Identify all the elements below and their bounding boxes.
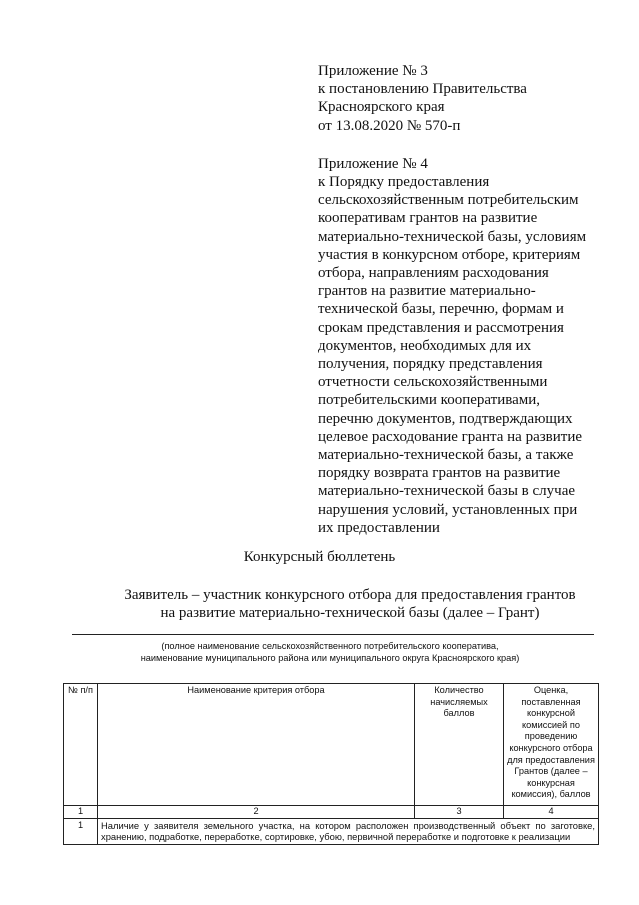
table-header-row — [64, 684, 599, 806]
appendix-4-line: их предоставлении — [318, 519, 440, 536]
appendix-4-line: перечню документов, подтверждающих — [318, 410, 573, 427]
appendix-4-line: получения, порядку представления — [318, 356, 543, 373]
applicant-name-hint — [60, 640, 600, 664]
criterion-text: Наличие у заявителя земельного участка, на котором расположен производственный объект по заготовке, хранению, подработке, переработке, сортировке, убою, первичной переработке и подготовке к реализации — [98, 818, 599, 844]
appendix-4-line: технической базы, перечню, формам и — [318, 301, 564, 318]
appendix-4-line: кооперативам грантов на развитие — [318, 210, 538, 227]
criteria-table — [63, 683, 599, 845]
appendix-gap — [318, 135, 618, 155]
column-numbers-row — [64, 806, 599, 819]
hint-line-1: (полное наименование сельскохозяйственного потребительского кооператива, — [161, 641, 499, 651]
header-commission-score: Оценка, поставленная конкурсной комиссией по проведению конкурсного отбора для предоставления Грантов (далее – конкурсная комиссия), баллов — [504, 684, 599, 806]
header-points: Количество начисляемых баллов — [415, 684, 504, 806]
row-number: 1 — [64, 818, 98, 844]
appendix-4-line: срокам представления и рассмотрения — [318, 319, 564, 336]
column-number: 2 — [98, 806, 415, 819]
column-number: 3 — [415, 806, 504, 819]
appendix-3-line: от 13.08.2020 № 570-п — [318, 117, 461, 134]
appendix-4-line: Приложение № 4 — [318, 155, 428, 172]
appendix-3-line: Красноярского края — [318, 99, 445, 116]
appendix-4-line: документов, необходимых для их — [318, 337, 532, 354]
document-title: Конкурсный бюллетень — [243, 549, 396, 565]
applicant-line-2: на развитие материально-технической базы (далее – Грант) — [160, 605, 540, 621]
appendix-4-line: отбора, направлениям расходования — [318, 265, 549, 282]
applicant-name-underline — [72, 634, 594, 635]
column-number: 4 — [504, 806, 599, 819]
appendix-3-line: Приложение № 3 — [318, 63, 428, 79]
appendix-4-line: материально-технической базы в случае — [318, 483, 576, 500]
appendix-3-line: к постановлению Правительства — [318, 81, 527, 98]
table-row — [64, 818, 599, 844]
applicant-line-1: Заявитель – участник конкурсного отбора для предоставления грантов — [124, 587, 576, 603]
hint-line-2: наименование муниципального района или муниципального округа Красноярского края) — [140, 653, 520, 663]
appendix-4-line: участия в конкурсном отборе, критериям — [318, 246, 581, 263]
header-number: № п/п — [64, 684, 98, 806]
appendix-4-line: грантов на развитие материально- — [318, 283, 536, 300]
appendix-block — [318, 62, 618, 537]
appendix-4-line: потребительскими кооперативами, — [318, 392, 541, 409]
appendix-4-line: целевое расходование гранта на развитие — [318, 428, 583, 445]
appendix-4-line: нарушения условий, установленных при — [318, 501, 578, 518]
applicant-heading — [90, 586, 610, 622]
appendix-4-line: сельскохозяйственным потребительским — [318, 192, 579, 209]
appendix-4-line: материально-технической базы, условиям — [318, 228, 587, 245]
appendix-4-line: материально-технической базы, а также — [318, 447, 574, 464]
appendix-4-line: к Порядку предоставления — [318, 174, 490, 191]
header-criterion-name: Наименование критерия отбора — [98, 684, 415, 806]
appendix-4-line: порядку возврата грантов на развитие — [318, 465, 561, 482]
appendix-4-line: отчетности сельскохозяйственными — [318, 374, 548, 391]
column-number: 1 — [64, 806, 98, 819]
